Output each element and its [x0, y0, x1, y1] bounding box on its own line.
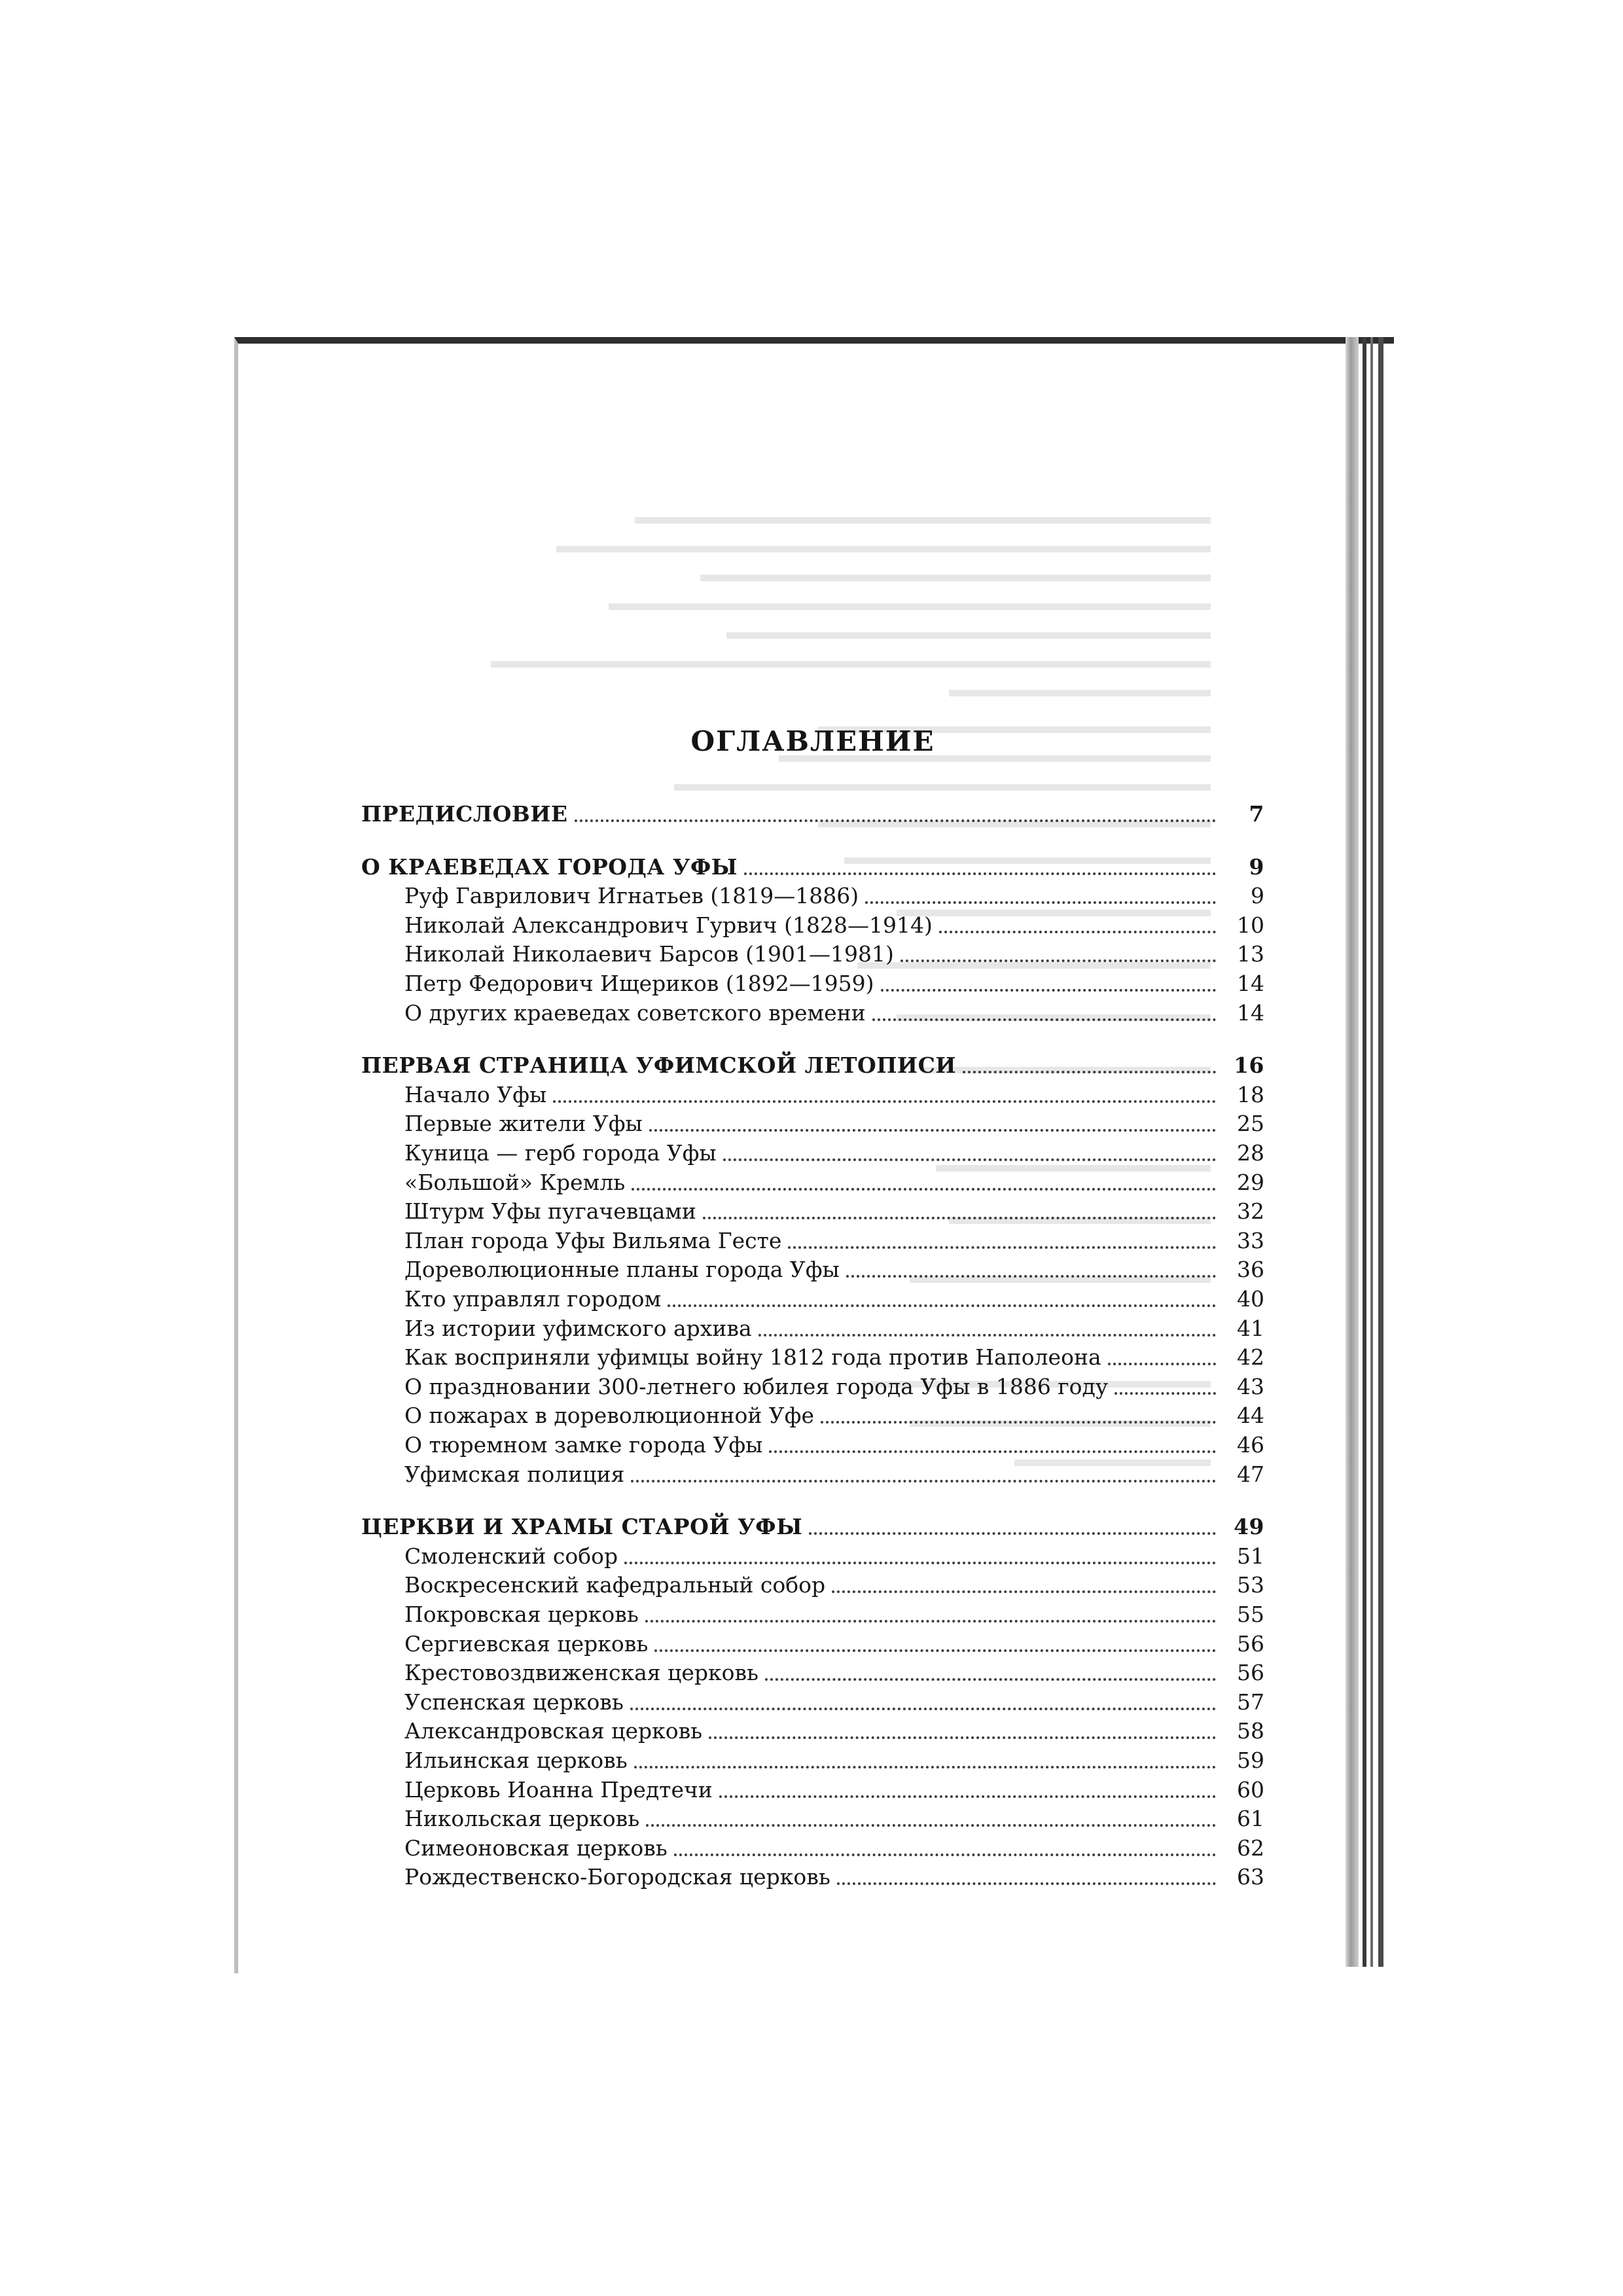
toc-leader-dots — [630, 1705, 1216, 1710]
page-edge-stripe — [1363, 337, 1366, 1967]
toc-entry-row — [361, 1227, 1264, 1255]
toc-page-number: 13 — [1237, 941, 1264, 967]
toc-entry-title: Александровская церковь — [404, 1718, 703, 1744]
toc-page-number: 44 — [1237, 1403, 1264, 1429]
toc-leader-dots — [769, 1448, 1216, 1453]
toc-entry-title: Крестовоздвиженская церковь — [404, 1660, 759, 1686]
toc-page-number: 29 — [1237, 1169, 1264, 1195]
toc-entry-row — [361, 1600, 1264, 1629]
toc-entry-row — [361, 1343, 1264, 1372]
toc-entry-row — [361, 969, 1264, 998]
toc-leader-dots — [939, 928, 1216, 933]
toc-page-number: 16 — [1234, 1052, 1264, 1079]
toc-page-number: 63 — [1237, 1864, 1264, 1890]
toc-page-number: 55 — [1237, 1602, 1264, 1627]
toc-page-number: 32 — [1237, 1198, 1264, 1225]
toc-entry-title: Куница — герб города Уфы — [404, 1140, 717, 1166]
toc-page-number: 51 — [1237, 1543, 1264, 1569]
toc-entry-title: О праздновании 300-летнего юбилея города Уфы в 1886 году — [404, 1373, 1109, 1399]
toc-page-number: 57 — [1237, 1689, 1264, 1715]
toc-leader-dots — [723, 1156, 1216, 1161]
toc-entry-row — [361, 940, 1264, 969]
toc-page-number: 33 — [1237, 1227, 1264, 1253]
toc-page-number: 47 — [1237, 1461, 1264, 1487]
toc-page-number: 46 — [1237, 1432, 1264, 1458]
page-edge-stripe — [1378, 337, 1383, 1967]
toc-title: ОГЛАВЛЕНИЕ — [690, 725, 935, 757]
toc-entry-row — [361, 1197, 1264, 1226]
toc-section-row — [361, 853, 1264, 882]
toc-leader-dots — [709, 1734, 1216, 1739]
toc-entry-row — [361, 1139, 1264, 1168]
toc-leader-dots — [646, 1821, 1216, 1827]
toc-page-number: 36 — [1237, 1257, 1264, 1283]
toc-entry-row — [361, 1630, 1264, 1659]
toc-leader-dots — [963, 1068, 1216, 1073]
toc-entry-row — [361, 1314, 1264, 1343]
toc-leader-dots — [846, 1272, 1216, 1278]
toc-entry-row — [361, 1717, 1264, 1746]
page-edge-stripe — [1370, 337, 1373, 1967]
toc-leader-dots — [809, 1530, 1216, 1535]
toc-entry-title: Дореволюционные планы города Уфы — [404, 1257, 840, 1283]
toc-entry-row — [361, 882, 1264, 910]
toc-leader-dots — [703, 1214, 1216, 1219]
toc-entry-title: Первые жители Уфы — [404, 1111, 643, 1137]
toc-entry-row — [361, 1746, 1264, 1775]
toc-entry-title: Руф Гаврилович Игнатьев (1819—1886) — [404, 883, 859, 909]
toc-entry-row — [361, 1168, 1264, 1197]
toc-section-row — [361, 800, 1264, 829]
toc-entry-title: Никольская церковь — [404, 1806, 640, 1832]
toc-leader-dots — [1115, 1390, 1216, 1395]
toc-entry-title: Николай Николаевич Барсов (1901—1981) — [404, 941, 894, 967]
toc-page-number: 14 — [1237, 999, 1264, 1026]
toc-entry-row — [361, 1834, 1264, 1863]
toc-page-number: 58 — [1237, 1718, 1264, 1744]
toc-leader-dots — [1108, 1360, 1216, 1365]
toc-leader-dots — [668, 1302, 1216, 1307]
toc-page-number: 60 — [1237, 1776, 1264, 1803]
toc-entry-title: Успенская церковь — [404, 1689, 624, 1715]
toc-entry-title: «Большой» Кремль — [404, 1169, 626, 1195]
toc-page-number: 56 — [1237, 1660, 1264, 1686]
toc-page-number: 28 — [1237, 1140, 1264, 1166]
toc-leader-dots — [765, 1676, 1216, 1681]
toc-entry-title: Сергиевская церковь — [404, 1630, 649, 1657]
toc-entry-row — [361, 1542, 1264, 1571]
toc-entry-row — [361, 1285, 1264, 1314]
toc-page-number: 56 — [1237, 1630, 1264, 1657]
toc-leader-dots — [634, 1763, 1216, 1768]
toc-entry-title: Из истории уфимского архива — [404, 1315, 752, 1341]
toc-page-number: 7 — [1249, 801, 1264, 827]
toc-leader-dots — [631, 1477, 1216, 1482]
toc-entry-title: Начало Уфы — [404, 1081, 547, 1107]
toc-entry-title: Петр Федорович Ищериков (1892—1959) — [404, 971, 874, 996]
toc-section-row — [361, 1051, 1264, 1080]
toc-leader-dots — [645, 1617, 1216, 1623]
toc-entry-row — [361, 1688, 1264, 1717]
toc-leader-dots — [632, 1185, 1216, 1191]
toc-page-number: 10 — [1237, 912, 1264, 938]
toc-leader-dots — [674, 1851, 1216, 1856]
toc-leader-dots — [575, 817, 1216, 822]
toc-section-title: ЦЕРКВИ И ХРАМЫ СТАРОЙ УФЫ — [361, 1514, 803, 1540]
toc-entry-title: О тюремном замке города Уфы — [404, 1432, 763, 1458]
toc-leader-dots — [872, 1016, 1216, 1021]
toc-entry-title: План города Уфы Вильяма Гесте — [404, 1227, 782, 1253]
toc-entry-title: Смоленский собор — [404, 1543, 618, 1569]
toc-entry-title: Церковь Иоанна Предтечи — [404, 1776, 713, 1803]
toc-page-number: 25 — [1237, 1111, 1264, 1137]
toc-leader-dots — [649, 1126, 1216, 1132]
page-edge-shadow — [1346, 337, 1359, 1967]
toc-entry-row — [361, 1431, 1264, 1460]
toc-leader-dots — [881, 986, 1216, 992]
toc-page-number: 43 — [1237, 1373, 1264, 1399]
toc-entry-row — [361, 1804, 1264, 1833]
toc-leader-dots — [821, 1418, 1216, 1424]
toc-section-row — [361, 1513, 1264, 1541]
toc-section-title: ПРЕДИСЛОВИЕ — [361, 801, 568, 827]
toc-leader-dots — [901, 957, 1216, 962]
toc-entry-row — [361, 999, 1264, 1028]
toc-entry-row — [361, 1401, 1264, 1430]
toc-page-number: 62 — [1237, 1835, 1264, 1861]
toc-entry-row — [361, 1081, 1264, 1109]
toc-leader-dots — [788, 1244, 1216, 1249]
toc-leader-dots — [624, 1559, 1216, 1564]
toc-entry-row — [361, 1255, 1264, 1284]
toc-section-title: ПЕРВАЯ СТРАНИЦА УФИМСКОЙ ЛЕТОПИСИ — [361, 1052, 957, 1079]
toc-leader-dots — [719, 1793, 1216, 1798]
toc-page-number: 41 — [1237, 1315, 1264, 1341]
toc-page-number: 42 — [1237, 1344, 1264, 1371]
toc-entry-row — [361, 1776, 1264, 1804]
toc-leader-dots — [744, 870, 1216, 875]
toc-entry-row — [361, 1372, 1264, 1401]
toc-entry-title: Уфимская полиция — [404, 1461, 625, 1487]
toc-entry-title: Ильинская церковь — [404, 1748, 628, 1773]
toc-page-number: 18 — [1237, 1081, 1264, 1107]
toc-page-number: 59 — [1237, 1748, 1264, 1773]
toc-leader-dots — [832, 1588, 1216, 1593]
toc-leader-dots — [837, 1880, 1216, 1885]
toc-entry-title: Рождественско-Богородская церковь — [404, 1864, 830, 1890]
toc-leader-dots — [553, 1098, 1216, 1103]
toc-page-number: 40 — [1237, 1286, 1264, 1312]
toc-page-number: 53 — [1237, 1572, 1264, 1598]
toc-page-number: 14 — [1237, 971, 1264, 996]
toc-entry-title: Как восприняли уфимцы войну 1812 года против Наполеона — [404, 1344, 1101, 1371]
toc-leader-dots — [758, 1331, 1216, 1336]
toc-leader-dots — [654, 1647, 1216, 1652]
toc-entry-row — [361, 1863, 1264, 1892]
toc-entry-row — [361, 1571, 1264, 1600]
toc-entry-title: Штурм Уфы пугачевцами — [404, 1198, 696, 1225]
toc-entry-title: О пожарах в дореволюционной Уфе — [404, 1403, 815, 1429]
toc-entry-row — [361, 1460, 1264, 1489]
toc-leader-dots — [865, 899, 1216, 904]
toc-entry-row — [361, 911, 1264, 940]
toc-entry-row — [361, 1659, 1264, 1687]
toc-page-number: 9 — [1249, 853, 1264, 880]
toc-entry-title: Кто управлял городом — [404, 1286, 662, 1312]
toc-page-number: 9 — [1251, 883, 1264, 909]
toc-page-number: 49 — [1234, 1514, 1264, 1540]
toc-section-title: О КРАЕВЕДАХ ГОРОДА УФЫ — [361, 853, 738, 880]
toc-entry-title: Николай Александрович Гурвич (1828—1914) — [404, 912, 933, 938]
toc-entry-title: О других краеведах советского времени — [404, 999, 866, 1026]
toc-entry-title: Покровская церковь — [404, 1602, 639, 1627]
toc-entry-title: Симеоновская церковь — [404, 1835, 668, 1861]
toc-page-number: 61 — [1237, 1806, 1264, 1832]
toc-entry-row — [361, 1109, 1264, 1138]
toc-entry-title: Воскресенский кафедральный собор — [404, 1572, 826, 1598]
